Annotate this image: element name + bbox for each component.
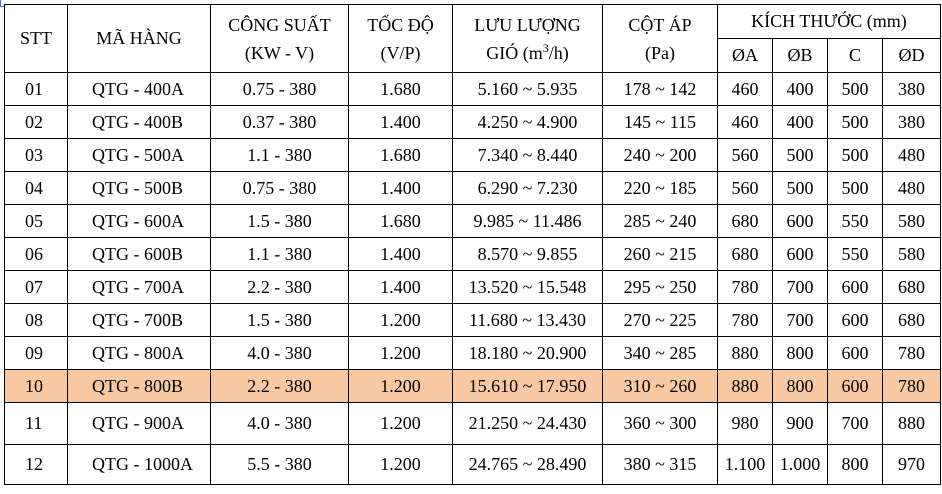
cell-ob: 700	[773, 271, 828, 304]
cell-cot-ap: 340 ~ 285	[603, 337, 718, 370]
cell-luu-luong: 11.680 ~ 13.430	[453, 304, 603, 337]
cell-cong-suat: 2.2 - 380	[211, 370, 349, 403]
cell-oa: 460	[718, 106, 773, 139]
cell-od: 680	[883, 271, 941, 304]
cell-stt: 06	[5, 238, 68, 271]
table-row	[5, 370, 941, 403]
cell-luu-luong: 13.520 ~ 15.548	[453, 271, 603, 304]
cell-c: 600	[828, 304, 883, 337]
table-row	[5, 304, 941, 337]
table-row	[5, 445, 941, 485]
cell-stt: 04	[5, 172, 68, 205]
cell-od: 580	[883, 205, 941, 238]
cell-ob: 800	[773, 370, 828, 403]
cell-ob: 800	[773, 337, 828, 370]
cell-toc-do: 1.200	[349, 403, 453, 445]
cell-luu-luong: 24.765 ~ 28.490	[453, 445, 603, 485]
cell-oa: 880	[718, 337, 773, 370]
table-row	[5, 238, 941, 271]
cell-stt: 03	[5, 139, 68, 172]
table-row	[5, 403, 941, 445]
cell-cot-ap: 295 ~ 250	[603, 271, 718, 304]
table-row	[5, 205, 941, 238]
table-row	[5, 106, 941, 139]
cell-oa: 560	[718, 172, 773, 205]
cell-ma-hang: QTG - 800B	[68, 370, 211, 403]
table-body	[5, 73, 941, 485]
cell-stt: 01	[5, 73, 68, 106]
cell-ob: 400	[773, 73, 828, 106]
cell-oa: 880	[718, 370, 773, 403]
cell-ma-hang: QTG - 800A	[68, 337, 211, 370]
cell-luu-luong: 5.160 ~ 5.935	[453, 73, 603, 106]
cell-od: 780	[883, 370, 941, 403]
cell-od: 970	[883, 445, 941, 485]
cell-oa: 460	[718, 73, 773, 106]
cell-cot-ap: 380 ~ 315	[603, 445, 718, 485]
table-row	[5, 271, 941, 304]
header-oa: ØA	[718, 39, 773, 73]
cell-toc-do: 1.200	[349, 337, 453, 370]
header-toc-do	[349, 5, 453, 73]
cell-ob: 600	[773, 238, 828, 271]
header-luu-luong-line2a: GIÓ (m	[486, 42, 543, 63]
cell-od: 480	[883, 172, 941, 205]
table-row	[5, 73, 941, 106]
cell-toc-do: 1.200	[349, 304, 453, 337]
cell-stt: 10	[5, 370, 68, 403]
cell-cong-suat: 4.0 - 380	[211, 337, 349, 370]
cell-luu-luong: 8.570 ~ 9.855	[453, 238, 603, 271]
cell-ob: 500	[773, 139, 828, 172]
cell-c: 700	[828, 403, 883, 445]
header-luu-luong-sup: 3	[542, 40, 549, 55]
cell-oa: 680	[718, 205, 773, 238]
cell-cong-suat: 5.5 - 380	[211, 445, 349, 485]
cell-luu-luong: 4.250 ~ 4.900	[453, 106, 603, 139]
cell-od: 380	[883, 106, 941, 139]
cell-ma-hang: QTG - 1000A	[68, 445, 211, 485]
table-row	[5, 172, 941, 205]
cell-cong-suat: 0.75 - 380	[211, 172, 349, 205]
cell-ma-hang: QTG - 900A	[68, 403, 211, 445]
header-cot-ap-line1: CỘT ÁP	[628, 14, 692, 35]
header-luu-luong-line1: LƯU LƯỢNG	[474, 14, 581, 35]
cell-c: 500	[828, 73, 883, 106]
cell-cong-suat: 1.5 - 380	[211, 205, 349, 238]
cell-ma-hang: QTG - 600A	[68, 205, 211, 238]
cell-c: 500	[828, 139, 883, 172]
header-od: ØD	[883, 39, 941, 73]
cell-toc-do: 1.680	[349, 139, 453, 172]
header-cong-suat-line2: (KW - V)	[244, 42, 315, 63]
cell-cot-ap: 220 ~ 185	[603, 172, 718, 205]
cell-oa: 1.100	[718, 445, 773, 485]
cell-luu-luong: 15.610 ~ 17.950	[453, 370, 603, 403]
cell-od: 880	[883, 403, 941, 445]
cell-c: 550	[828, 238, 883, 271]
cell-oa: 780	[718, 271, 773, 304]
cell-luu-luong: 21.250 ~ 24.430	[453, 403, 603, 445]
header-toc-do-line2: (V/P)	[380, 42, 421, 63]
cell-c: 550	[828, 205, 883, 238]
header-ma-hang: MÃ HÀNG	[68, 5, 211, 73]
cell-cong-suat: 2.2 - 380	[211, 271, 349, 304]
cell-od: 680	[883, 304, 941, 337]
cell-cot-ap: 240 ~ 200	[603, 139, 718, 172]
cell-ob: 900	[773, 403, 828, 445]
cell-ma-hang: QTG - 700B	[68, 304, 211, 337]
header-cot-ap	[603, 5, 718, 73]
cell-ob: 1.000	[773, 445, 828, 485]
cell-ob: 400	[773, 106, 828, 139]
cell-ma-hang: QTG - 500A	[68, 139, 211, 172]
header-luu-luong	[453, 5, 603, 73]
cell-oa: 680	[718, 238, 773, 271]
cell-ma-hang: QTG - 400B	[68, 106, 211, 139]
cell-cot-ap: 270 ~ 225	[603, 304, 718, 337]
cell-od: 380	[883, 73, 941, 106]
cell-cong-suat: 0.37 - 380	[211, 106, 349, 139]
cell-toc-do: 1.400	[349, 271, 453, 304]
cell-oa: 560	[718, 139, 773, 172]
header-ob: ØB	[773, 39, 828, 73]
cell-ma-hang: QTG - 500B	[68, 172, 211, 205]
cell-ma-hang: QTG - 700A	[68, 271, 211, 304]
spec-table-container	[4, 4, 941, 485]
cell-c: 500	[828, 106, 883, 139]
cell-luu-luong: 18.180 ~ 20.900	[453, 337, 603, 370]
cell-cong-suat: 4.0 - 380	[211, 403, 349, 445]
cell-toc-do: 1.200	[349, 445, 453, 485]
cell-toc-do: 1.400	[349, 106, 453, 139]
cell-oa: 780	[718, 304, 773, 337]
cell-toc-do: 1.400	[349, 238, 453, 271]
cell-stt: 09	[5, 337, 68, 370]
cell-oa: 980	[718, 403, 773, 445]
header-luu-luong-line2b: /h)	[548, 42, 569, 63]
cell-luu-luong: 9.985 ~ 11.486	[453, 205, 603, 238]
cell-stt: 02	[5, 106, 68, 139]
cell-c: 800	[828, 445, 883, 485]
header-cong-suat-line1: CÔNG SUẤT	[228, 14, 331, 35]
cell-ob: 700	[773, 304, 828, 337]
cell-ob: 600	[773, 205, 828, 238]
cell-stt: 07	[5, 271, 68, 304]
cell-c: 600	[828, 271, 883, 304]
cell-od: 580	[883, 238, 941, 271]
header-kich-thuoc: KÍCH THƯỚC (mm)	[718, 5, 941, 39]
table-row	[5, 139, 941, 172]
cell-stt: 12	[5, 445, 68, 485]
cell-stt: 05	[5, 205, 68, 238]
cell-toc-do: 1.400	[349, 172, 453, 205]
cell-luu-luong: 6.290 ~ 7.230	[453, 172, 603, 205]
fan-spec-table	[4, 4, 941, 485]
cell-toc-do: 1.200	[349, 370, 453, 403]
cell-cot-ap: 260 ~ 215	[603, 238, 718, 271]
cell-ma-hang: QTG - 600B	[68, 238, 211, 271]
header-toc-do-line1: TỐC ĐỘ	[367, 14, 434, 35]
cell-cong-suat: 0.75 - 380	[211, 73, 349, 106]
cell-od: 480	[883, 139, 941, 172]
cell-luu-luong: 7.340 ~ 8.440	[453, 139, 603, 172]
header-c: C	[828, 39, 883, 73]
cell-toc-do: 1.680	[349, 73, 453, 106]
cell-c: 600	[828, 370, 883, 403]
cell-od: 780	[883, 337, 941, 370]
cell-cot-ap: 178 ~ 142	[603, 73, 718, 106]
cell-cong-suat: 1.1 - 380	[211, 238, 349, 271]
cell-ma-hang: QTG - 400A	[68, 73, 211, 106]
cell-ob: 500	[773, 172, 828, 205]
header-stt: STT	[5, 5, 68, 73]
table-row	[5, 337, 941, 370]
cell-stt: 11	[5, 403, 68, 445]
cell-stt: 08	[5, 304, 68, 337]
cell-cot-ap: 285 ~ 240	[603, 205, 718, 238]
cell-c: 500	[828, 172, 883, 205]
cell-cong-suat: 1.1 - 380	[211, 139, 349, 172]
cell-toc-do: 1.680	[349, 205, 453, 238]
header-cot-ap-line2: (Pa)	[645, 42, 675, 63]
header-cong-suat	[211, 5, 349, 73]
cell-cong-suat: 1.5 - 380	[211, 304, 349, 337]
cell-c: 600	[828, 337, 883, 370]
cell-cot-ap: 310 ~ 260	[603, 370, 718, 403]
cell-cot-ap: 145 ~ 115	[603, 106, 718, 139]
cell-cot-ap: 360 ~ 300	[603, 403, 718, 445]
